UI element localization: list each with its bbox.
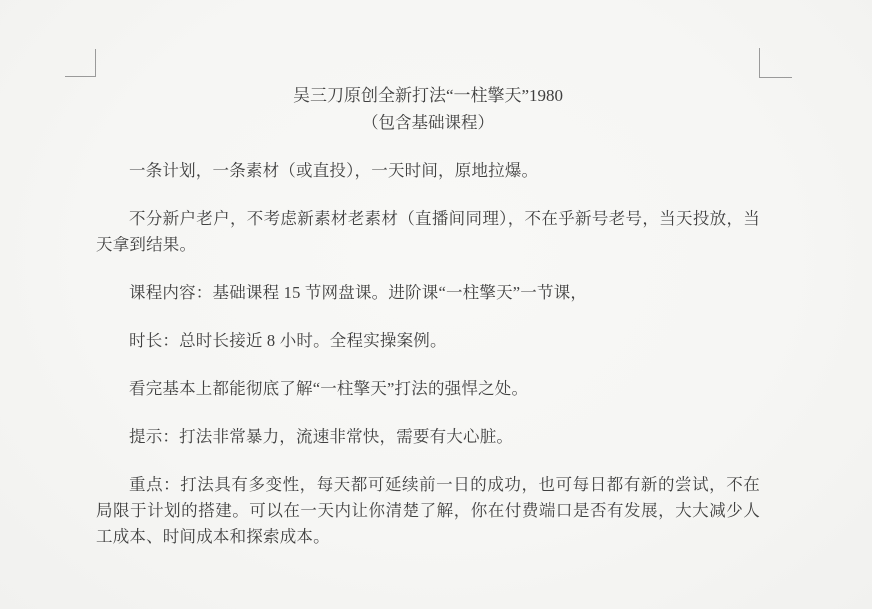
paragraph: 看完基本上都能彻底了解“一柱擎天”打法的强悍之处。 — [129, 379, 529, 398]
document-body — [96, 158, 760, 550]
document-title: 吴三刀原创全新打法“一柱擎天”1980 — [292, 86, 564, 105]
paragraph: 不分新户老户，不考虑新素材老素材（直播间同理），不在乎新号老号，当天投放，当天拿到结果。 — [96, 209, 760, 254]
paragraph: 提示：打法非常暴力，流速非常快，需要有大心脏。 — [129, 427, 514, 446]
paragraph: 一条计划，一条素材（或直投），一天时间，原地拉爆。 — [129, 161, 539, 180]
document-content — [96, 82, 760, 550]
text-boundary-mark-top-left — [65, 49, 96, 77]
paragraph: 重点：打法具有多变性，每天都可延续前一日的成功，也可每日都有新的尝试，不在局限于计划的搭建。可以在一天内让你清楚了解，你在付费端口是否有发展，大大减少人工成本、时间成本和探索成本。 — [96, 475, 760, 546]
paragraph: 时长：总时长接近 8 小时。全程实操案例。 — [129, 331, 447, 350]
document-subtitle: （包含基础课程） — [362, 113, 494, 132]
paragraph: 课程内容：基础课程 15 节网盘课。进阶课“一柱擎天”一节课， — [129, 283, 588, 302]
text-boundary-mark-top-right — [759, 48, 792, 78]
